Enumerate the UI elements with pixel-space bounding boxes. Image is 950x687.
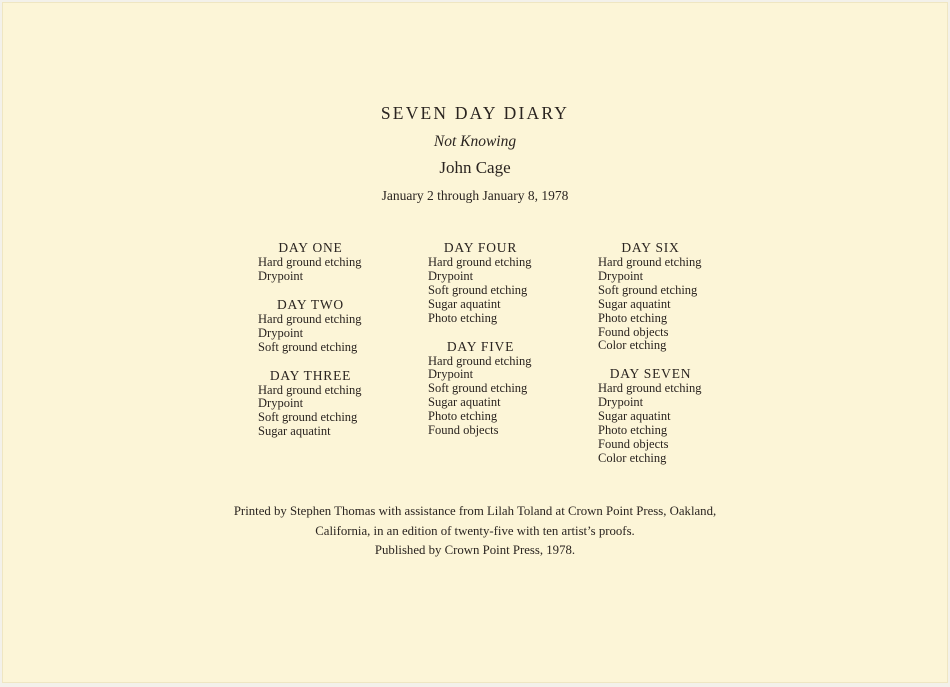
day-heading: DAY FIVE (446, 338, 515, 354)
technique-item: Drypoint (598, 395, 644, 410)
technique-item: Photo etching (598, 423, 668, 438)
day-block (598, 366, 703, 465)
day-column-3 (598, 240, 703, 466)
day-block (258, 368, 363, 440)
technique-item: Soft ground etching (258, 410, 358, 425)
day-heading: DAY SEVEN (609, 366, 692, 382)
technique-item: Drypoint (258, 268, 304, 283)
technique-item: Hard ground etching (428, 353, 532, 368)
technique-item: Hard ground etching (258, 382, 362, 397)
technique-item: Found objects (598, 324, 669, 339)
technique-item: Color etching (598, 450, 667, 465)
technique-item: Found objects (428, 423, 499, 438)
technique-item: Sugar aquatint (598, 409, 671, 424)
day-block (428, 240, 533, 326)
date-range: January 2 through January 8, 1978 (381, 188, 569, 203)
title-block (2, 102, 948, 204)
day-block (428, 339, 533, 438)
author-name: John Cage (439, 158, 511, 177)
technique-item: Photo etching (428, 310, 498, 325)
printed-sheet (2, 2, 948, 683)
technique-item: Soft ground etching (428, 381, 528, 396)
technique-item: Drypoint (258, 396, 304, 411)
technique-item: Hard ground etching (428, 255, 532, 269)
technique-item: Drypoint (428, 367, 474, 382)
day-heading: DAY TWO (277, 296, 344, 312)
colophon-line-2: California, in an edition of twenty-five with ten artist’s proofs. (315, 523, 635, 538)
technique-item: Drypoint (428, 268, 474, 283)
technique-item: Hard ground etching (258, 311, 362, 326)
day-heading: DAY SIX (621, 240, 680, 255)
technique-item: Drypoint (598, 268, 644, 283)
technique-item: Sugar aquatint (428, 395, 501, 410)
technique-item: Photo etching (428, 409, 498, 424)
technique-item: Color etching (598, 338, 667, 353)
technique-item: Photo etching (598, 310, 668, 325)
colophon (2, 502, 948, 561)
day-heading: DAY THREE (269, 367, 352, 383)
day-block (258, 240, 363, 284)
document-title: SEVEN DAY DIARY (380, 103, 570, 123)
technique-item: Sugar aquatint (598, 296, 671, 311)
technique-item: Found objects (598, 436, 669, 451)
technique-item: Drypoint (258, 325, 304, 340)
colophon-line-1: Printed by Stephen Thomas with assistance from Lilah Toland at Crown Point Press, Oakland, (233, 504, 717, 518)
technique-item: Sugar aquatint (258, 424, 331, 439)
colophon-line-3: Published by Crown Point Press, 1978. (374, 543, 576, 557)
day-heading: DAY ONE (278, 240, 343, 255)
day-block (258, 297, 363, 355)
day-heading: DAY FOUR (443, 240, 518, 255)
technique-item: Soft ground etching (428, 282, 528, 297)
technique-item: Soft ground etching (598, 282, 698, 297)
technique-item: Hard ground etching (598, 255, 702, 269)
technique-item: Hard ground etching (598, 381, 702, 396)
day-column-1 (258, 240, 363, 439)
day-column-2 (428, 240, 533, 438)
technique-item: Sugar aquatint (428, 296, 501, 311)
technique-item: Hard ground etching (258, 255, 362, 269)
technique-item: Soft ground etching (258, 339, 358, 354)
document-subtitle: Not Knowing (433, 133, 517, 150)
day-block (598, 240, 703, 353)
